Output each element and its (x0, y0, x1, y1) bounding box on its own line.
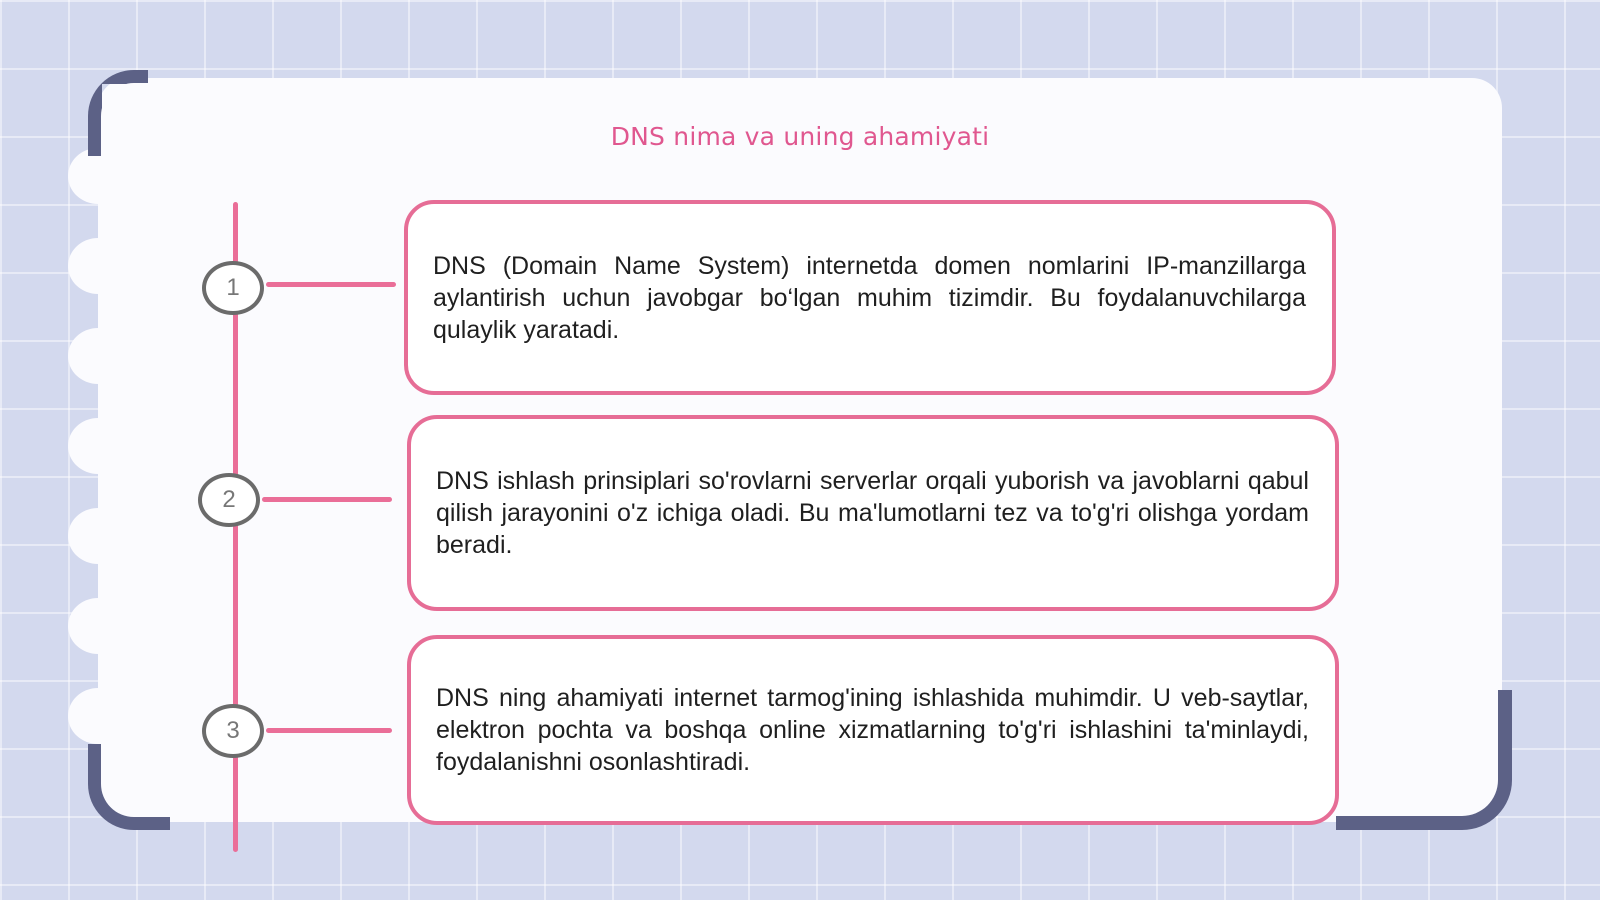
step-number-2 (198, 473, 260, 527)
paper-scallop (68, 508, 128, 564)
slide-title: DNS nima va uning ahamiyati (610, 122, 990, 151)
timeline-connector-3 (266, 728, 392, 733)
info-box-2 (407, 415, 1339, 611)
step-number-label: 3 (226, 717, 240, 744)
corner-bracket-bottom-left (88, 744, 170, 830)
info-box-3 (407, 635, 1339, 825)
paper-scallop (68, 688, 128, 744)
paper-scallop (68, 328, 128, 384)
step-number-1 (202, 261, 264, 315)
paper-scallop (68, 598, 128, 654)
corner-bracket-bottom-right (1336, 690, 1512, 830)
timeline-connector-2 (262, 497, 392, 502)
paper-scallop (68, 148, 128, 204)
info-text-1: DNS (Domain Name System) internetda domen nomlarini IP-manzillarga aylantirish uchun javobgar bo‘lgan muhim tizimdir. Bu foydalanuvchilarga qulaylik yaratadi. (433, 251, 1306, 344)
step-number-label: 2 (222, 486, 236, 513)
timeline-connector-1 (266, 282, 396, 287)
info-text-3: DNS ning ahamiyati internet tarmog'ining ishlashida muhimdir. U veb-saytlar, elektron pochta va boshqa online xizmatlarning to'g'ri ishlashini ta'minlaydi, foydalanishni osonlashtiradi. (436, 684, 1309, 776)
paper-scallop (68, 418, 128, 474)
info-box-1 (404, 200, 1336, 395)
info-text-2: DNS ishlash prinsiplari so'rovlarni serverlar orqali yuborish va javoblarni qabul qilish jarayonini o'z ichiga oladi. Bu ma'lumotlarni tez va to'g'ri olishga yordam beradi. (436, 467, 1309, 559)
step-number-label: 1 (226, 274, 240, 301)
step-number-3 (202, 704, 264, 758)
paper-scallop (68, 238, 128, 294)
